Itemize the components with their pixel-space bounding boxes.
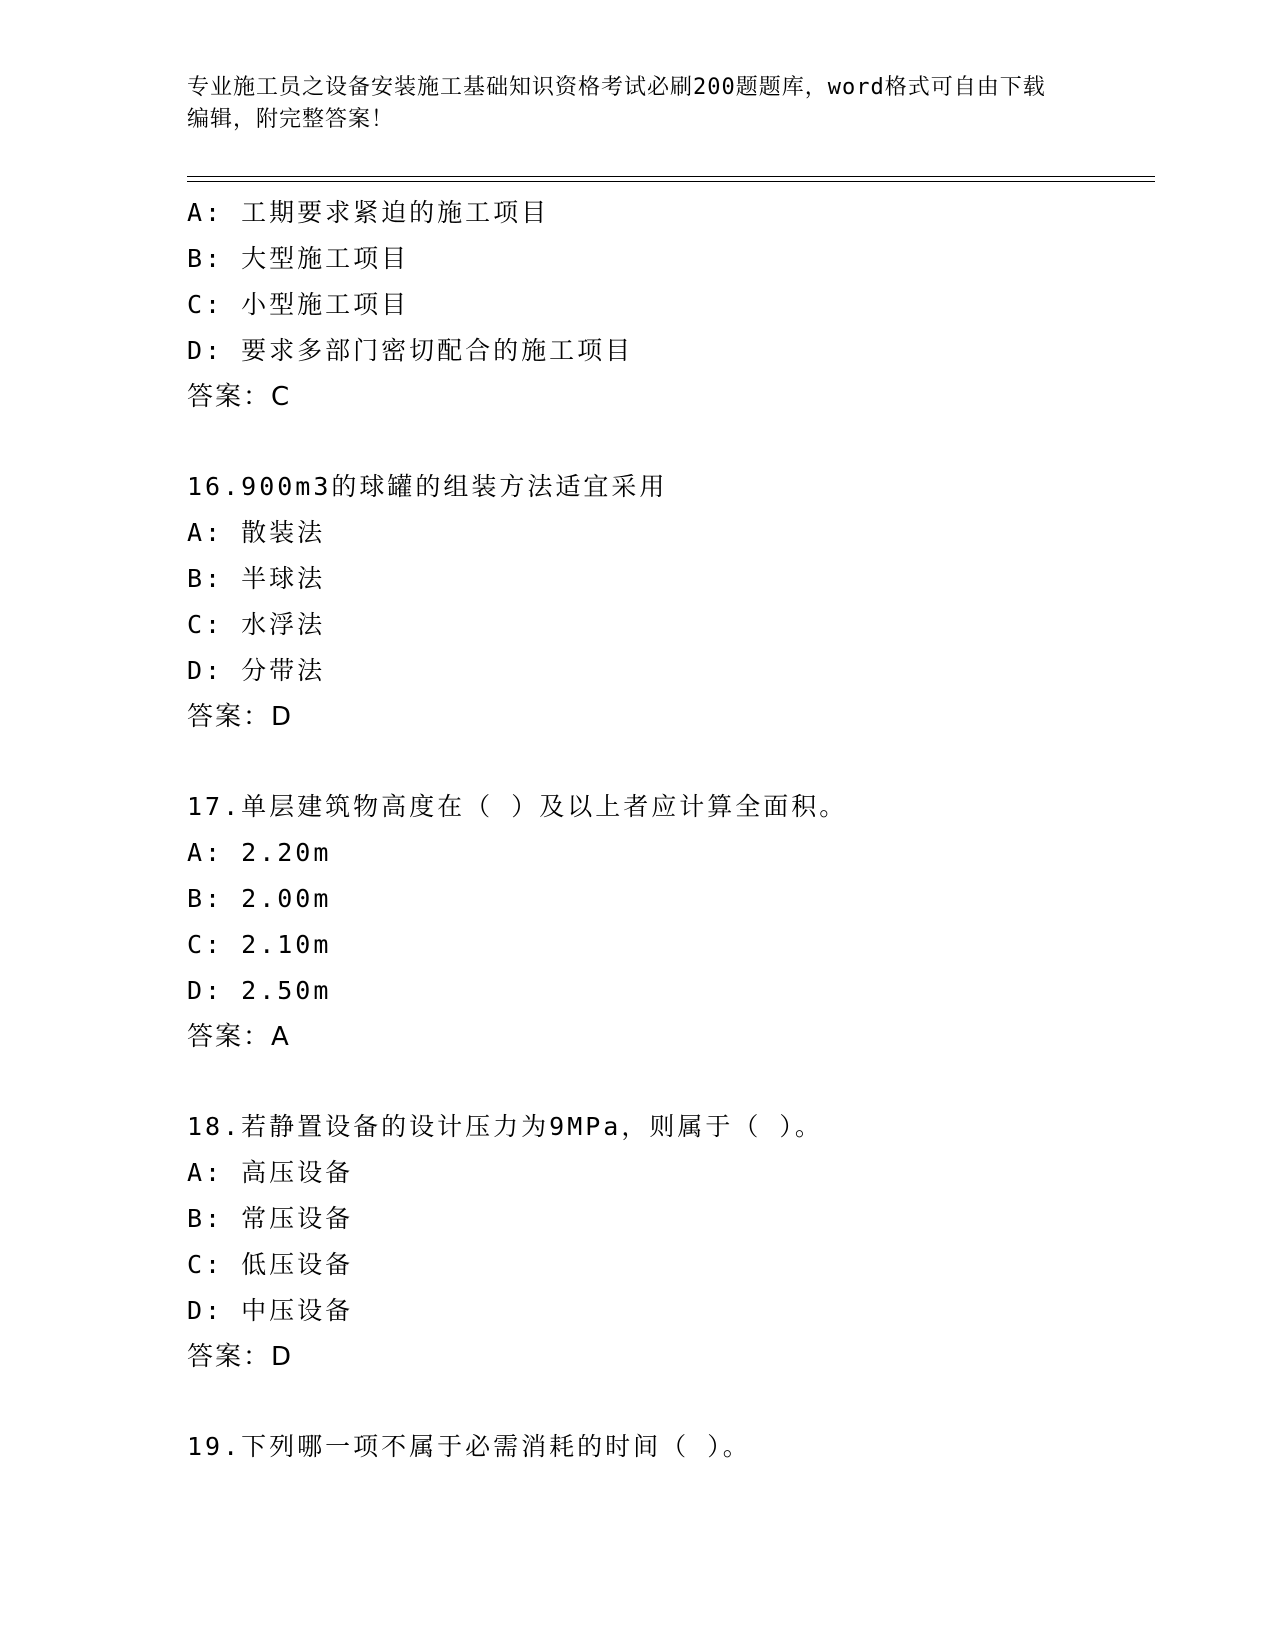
header-rule-top [187, 176, 1155, 177]
question-text: 16.900m3的球罐的组装方法适宜采用 [187, 472, 668, 501]
option-a: A: 工期要求紧迫的施工项目 [187, 198, 550, 227]
option-c: C: 低压设备 [187, 1250, 354, 1279]
option-d: D: 2.50m [187, 976, 332, 1005]
option-c: C: 小型施工项目 [187, 290, 410, 319]
question-text: 18.若静置设备的设计压力为9MPa，则属于（ ）。 [187, 1112, 823, 1141]
option-a: A: 2.20m [187, 838, 332, 867]
option-d: D: 要求多部门密切配合的施工项目 [187, 336, 634, 365]
option-d: D: 分带法 [187, 656, 326, 685]
option-a: A: 高压设备 [187, 1158, 354, 1187]
option-a: A: 散装法 [187, 518, 326, 547]
option-b: B: 2.00m [187, 884, 332, 913]
answer: 答案：A [187, 1022, 291, 1052]
question-18 [187, 1104, 1147, 1380]
spacer [187, 1380, 1147, 1424]
question-15 [187, 190, 1147, 420]
answer: 答案：D [187, 1342, 294, 1372]
spacer [187, 420, 1147, 464]
option-c: C: 水浮法 [187, 610, 326, 639]
answer: 答案：C [187, 382, 292, 412]
question-17 [187, 784, 1147, 1060]
question-text: 19.下列哪一项不属于必需消耗的时间（ ）。 [187, 1432, 751, 1461]
option-b: B: 半球法 [187, 564, 326, 593]
question-16 [187, 464, 1147, 740]
question-list [187, 190, 1147, 1470]
header-rule-bottom [187, 181, 1155, 182]
option-b: B: 常压设备 [187, 1204, 354, 1233]
document-header: 专业施工员之设备安装施工基础知识资格考试必刷200题题库，word格式可自由下载编辑，附完整答案！ [187, 75, 1046, 132]
option-b: B: 大型施工项目 [187, 244, 410, 273]
question-text: 17.单层建筑物高度在（ ）及以上者应计算全面积。 [187, 792, 848, 821]
question-19 [187, 1424, 1147, 1470]
spacer [187, 740, 1147, 784]
option-d: D: 中压设备 [187, 1296, 354, 1325]
spacer [187, 1060, 1147, 1104]
answer: 答案：D [187, 702, 294, 732]
option-c: C: 2.10m [187, 930, 332, 959]
